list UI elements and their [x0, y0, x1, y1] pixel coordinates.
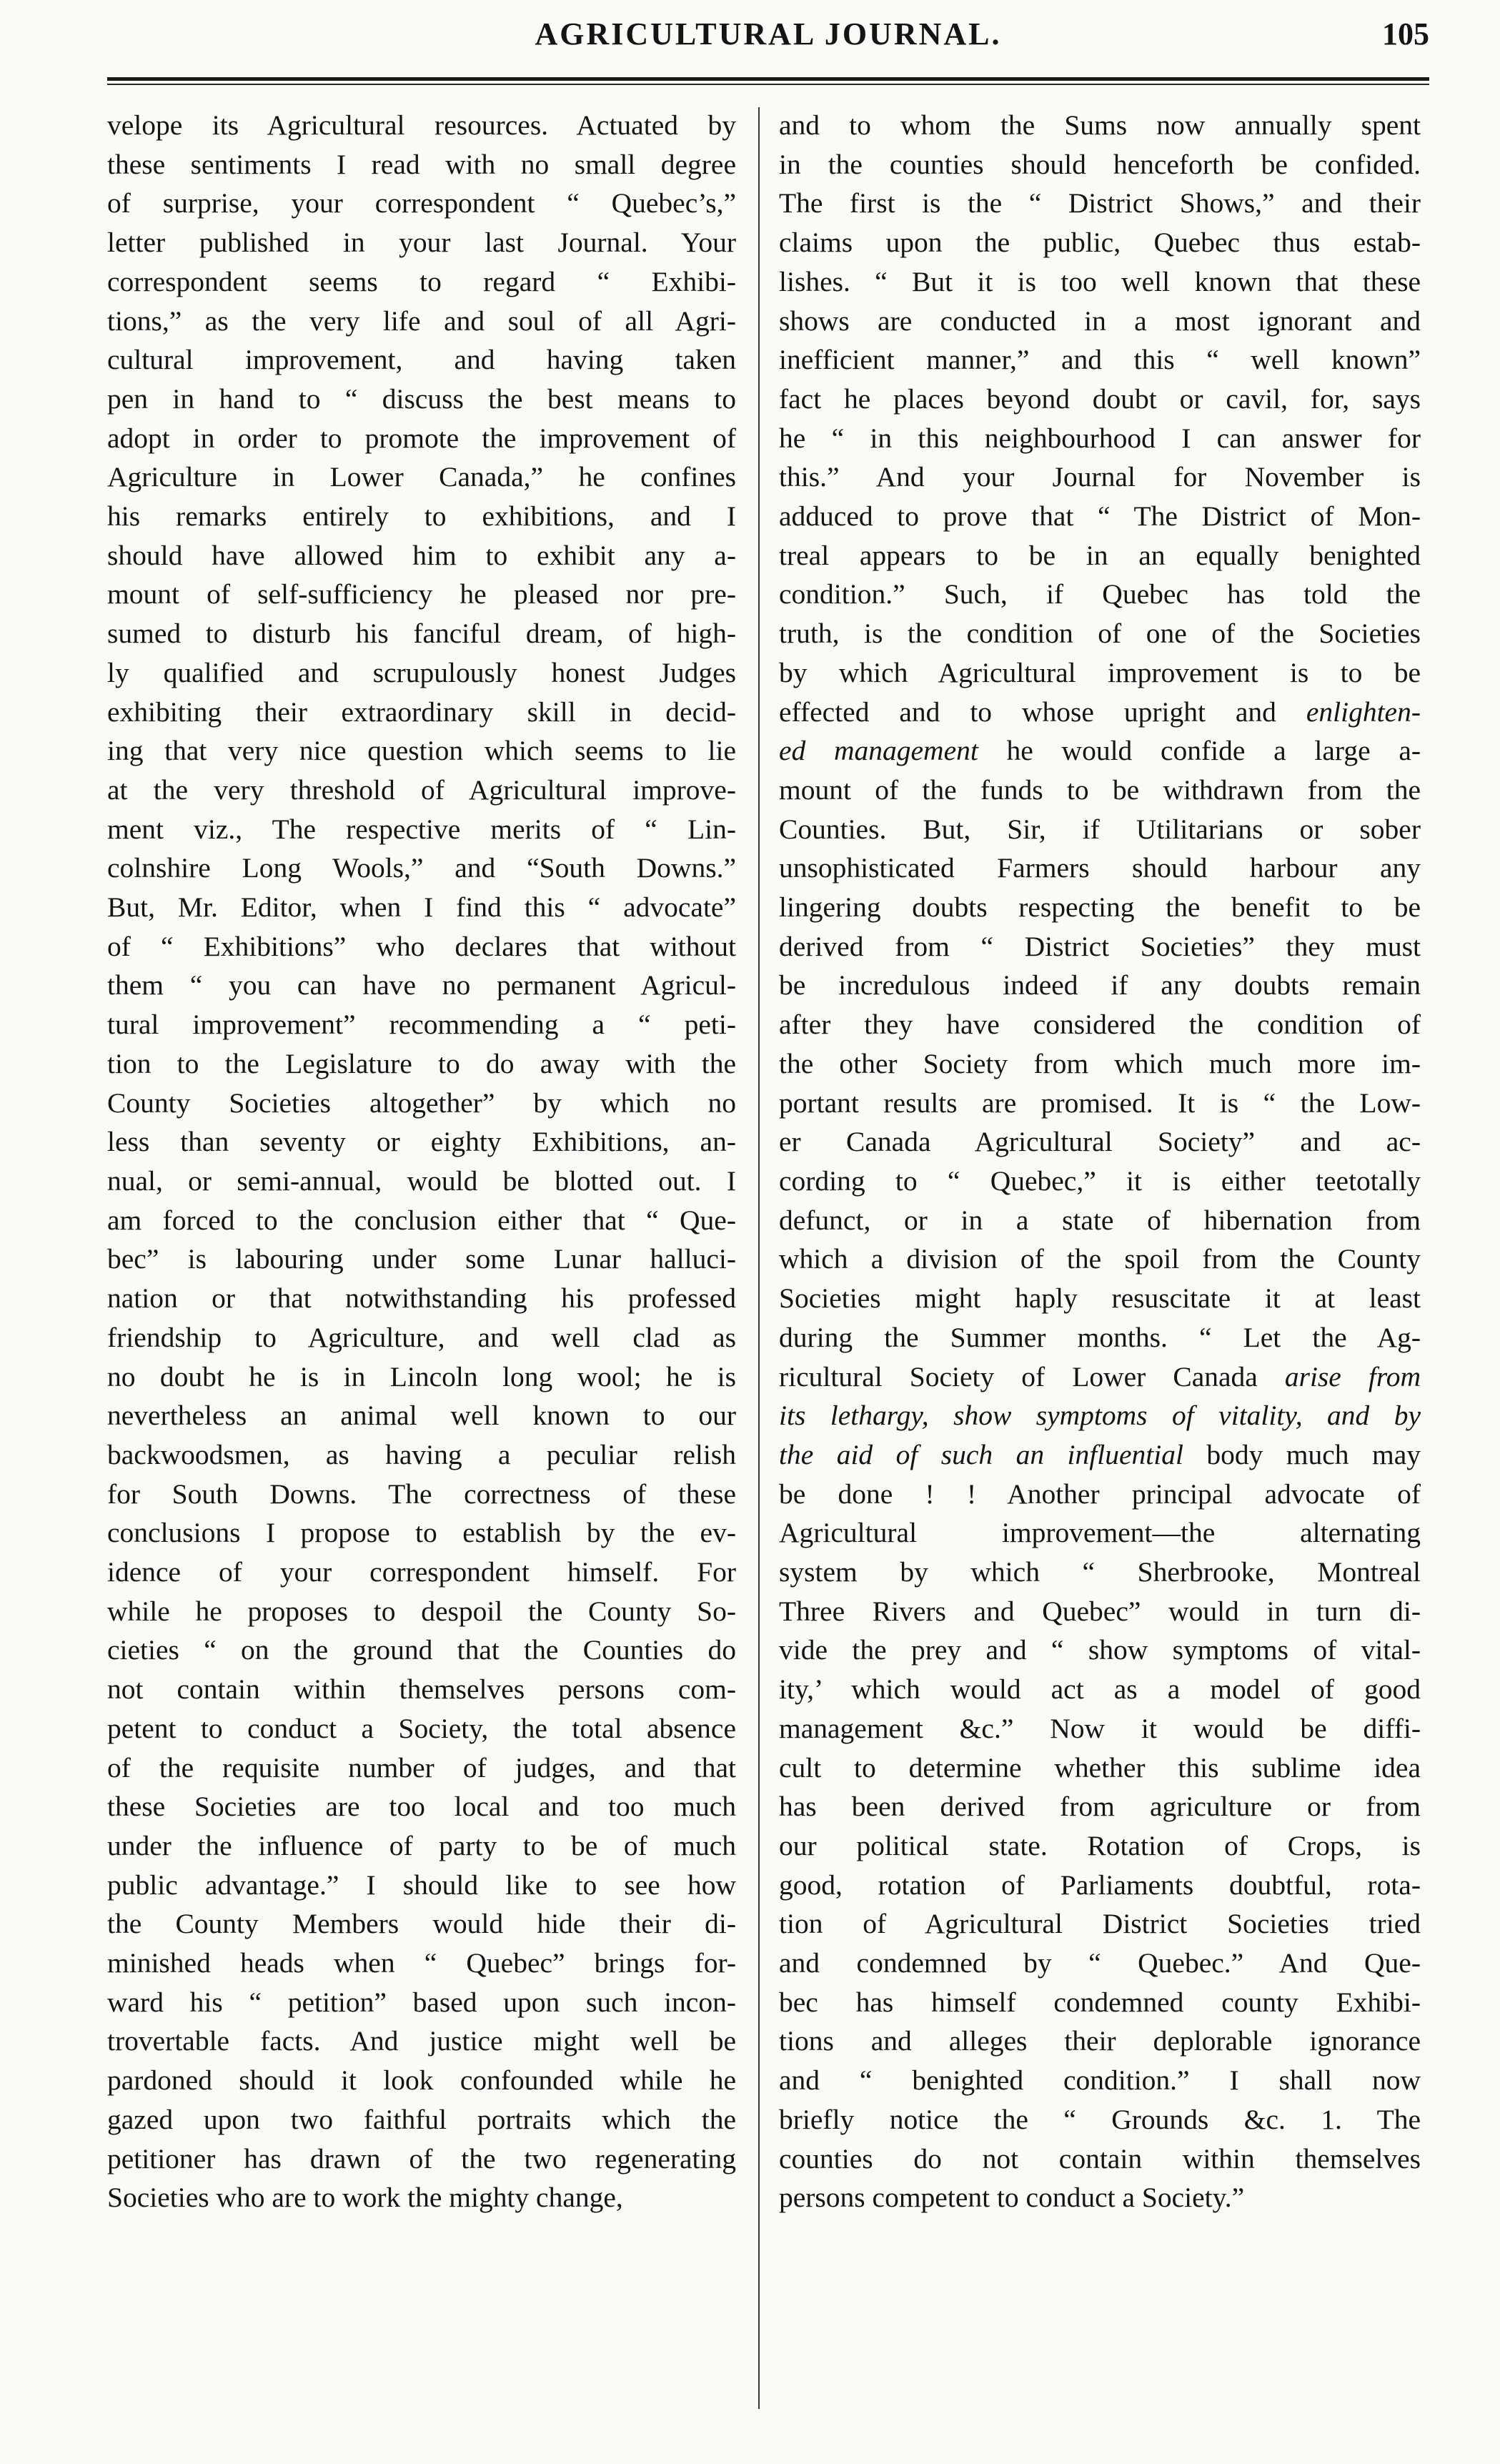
text-line: not contain within themselves persons com-: [107, 1673, 736, 1706]
text-line: briefly notice the “ Grounds &c. 1. The: [779, 2103, 1421, 2135]
text-line: which a division of the spoil from the County: [779, 1243, 1421, 1275]
running-head: AGRICULTURAL JOURNAL.: [535, 16, 1002, 51]
text-line: of “ Exhibitions” who declares that without: [107, 930, 736, 962]
text-line: tions and alleges their deplorable ignorance: [779, 2025, 1421, 2057]
text-line: he “ in this neighbourhood I can answer for: [779, 422, 1421, 454]
text-line: Three Rivers and Quebec” would in turn di-: [779, 1595, 1421, 1627]
text-line: lishes. “ But it is too well known that these: [779, 265, 1421, 297]
text-line: his remarks entirely to exhibitions, and I: [107, 500, 736, 533]
text-line: backwoodsmen, as having a peculiar relish: [107, 1438, 736, 1470]
text-line: am forced to the conclusion either that “ Que-: [107, 1204, 736, 1236]
text-line: its lethargy, show symptoms of vitality, and by: [779, 1400, 1421, 1432]
text-line: claims upon the public, Quebec thus estab-: [779, 227, 1421, 259]
text-line: no doubt he is in Lincoln long wool; he is: [107, 1360, 736, 1392]
text-line: vide the prey and “ show symptoms of vital-: [779, 1634, 1421, 1666]
text-line: ment viz., The respective merits of “ Lin-: [107, 813, 736, 845]
text-line: and “ benighted condition.” I shall now: [779, 2064, 1421, 2097]
text-line: shows are conducted in a most ignorant and: [779, 305, 1421, 337]
text-line: er Canada Agricultural Society” and ac-: [779, 1126, 1421, 1158]
text-line: ward his “ petition” based upon such incon-: [107, 1986, 736, 2018]
page-number: 105: [1382, 16, 1429, 51]
text-line: tural improvement” recommending a “ peti-: [107, 1009, 736, 1041]
text-line: mount of self-sufficiency he pleased nor pre-: [107, 578, 736, 610]
text-line: and condemned by “ Quebec.” And Que-: [779, 1947, 1421, 1979]
header-rule-thin: [107, 84, 1429, 85]
text-line: conclusions I propose to establish by the ev-: [107, 1517, 736, 1549]
text-line: mount of the funds to be withdrawn from the: [779, 773, 1421, 806]
text-line: management &c.” Now it would be diffi-: [779, 1712, 1421, 1744]
text-line: has been derived from agriculture or from: [779, 1791, 1421, 1823]
text-line: Counties. But, Sir, if Utilitarians or sober: [779, 813, 1421, 845]
text-line: velope its Agricultural resources. Actuated by: [107, 109, 736, 141]
text-line: tion of Agricultural District Societies tried: [779, 1908, 1421, 1940]
text-line: cultural improvement, and having taken: [107, 344, 736, 376]
text-line: be done ! ! Another principal advocate of: [779, 1478, 1421, 1510]
text-line: public advantage.” I should like to see how: [107, 1869, 736, 1901]
text-line: nation or that notwithstanding his professed: [107, 1282, 736, 1315]
text-line: condition.” Such, if Quebec has told the: [779, 578, 1421, 610]
text-line: portant results are promised. It is “ the Low-: [779, 1087, 1421, 1119]
text-line: the aid of such an influential body much may: [779, 1438, 1421, 1470]
text-line: County Societies altogether” by which no: [107, 1087, 736, 1119]
text-line: nual, or semi-annual, would be blotted out. I: [107, 1164, 736, 1197]
text-line: Societies who are to work the mighty change,: [107, 2182, 623, 2214]
text-line: system by which “ Sherbrooke, Montreal: [779, 1556, 1421, 1588]
text-line: these Societies are too local and too much: [107, 1791, 736, 1823]
text-line: adopt in order to promote the improvement of: [107, 422, 736, 454]
column-divider: [758, 107, 760, 2409]
text-line: by which Agricultural improvement is to be: [779, 656, 1421, 688]
text-line: The first is the “ District Shows,” and their: [779, 187, 1421, 219]
text-line: exhibiting their extraordinary skill in decid-: [107, 696, 736, 728]
header-rule-thick: [107, 77, 1429, 81]
text-line: inefficient manner,” and this “ well known”: [779, 344, 1421, 376]
text-line: truth, is the condition of one of the Societies: [779, 618, 1421, 650]
text-line: petitioner has drawn of the two regenerating: [107, 2142, 736, 2174]
text-line: tions,” as the very life and soul of all Agri-: [107, 305, 736, 337]
text-line: sumed to disturb his fanciful dream, of high-: [107, 618, 736, 650]
text-line: this.” And your Journal for November is: [779, 461, 1421, 493]
text-line: lingering doubts respecting the benefit to be: [779, 891, 1421, 924]
text-line: Societies might haply resuscitate it at least: [779, 1282, 1421, 1315]
text-line: in the counties should henceforth be confided.: [779, 148, 1421, 180]
text-line: be incredulous indeed if any doubts remain: [779, 969, 1421, 1001]
text-line: our political state. Rotation of Crops, is: [779, 1829, 1421, 1861]
text-line: idence of your correspondent himself. For: [107, 1556, 736, 1588]
text-line: persons competent to conduct a Society.”: [779, 2182, 1245, 2214]
text-line: during the Summer months. “ Let the Ag-: [779, 1321, 1421, 1353]
right-column: [779, 106, 1421, 2217]
text-line: letter published in your last Journal. Your: [107, 227, 736, 259]
text-line: adduced to prove that “ The District of Mon-: [779, 500, 1421, 533]
text-line: after they have considered the condition of: [779, 1009, 1421, 1041]
text-line: good, rotation of Parliaments doubtful, rota-: [779, 1869, 1421, 1901]
text-line: these sentiments I read with no small degree: [107, 148, 736, 180]
text-line: of surprise, your correspondent “ Quebec’s,”: [107, 187, 736, 219]
text-line: cieties “ on the ground that the Counties do: [107, 1634, 736, 1666]
text-line: unsophisticated Farmers should harbour any: [779, 852, 1421, 884]
left-column: [107, 106, 736, 2217]
text-line: petent to conduct a Society, the total absence: [107, 1712, 736, 1744]
text-line: colnshire Long Wools,” and “South Downs.”: [107, 852, 736, 884]
text-line: pardoned should it look confounded while he: [107, 2064, 736, 2097]
text-line: friendship to Agriculture, and well clad as: [107, 1321, 736, 1353]
text-line: should have allowed him to exhibit any a-: [107, 539, 736, 571]
text-line: ed management he would confide a large a-: [779, 735, 1421, 767]
text-line: them “ you can have no permanent Agricul-: [107, 969, 736, 1001]
text-line: bec” is labouring under some Lunar halluci-: [107, 1243, 736, 1275]
text-line: pen in hand to “ discuss the best means to: [107, 382, 736, 415]
text-line: less than seventy or eighty Exhibitions, an-: [107, 1126, 736, 1158]
text-line: derived from “ District Societies” they must: [779, 930, 1421, 962]
text-line: while he proposes to despoil the County So-: [107, 1595, 736, 1627]
text-line: the County Members would hide their di-: [107, 1908, 736, 1940]
text-line: ly qualified and scrupulously honest Judges: [107, 656, 736, 688]
text-line: correspondent seems to regard “ Exhibi-: [107, 265, 736, 297]
text-line: and to whom the Sums now annually spent: [779, 109, 1421, 141]
text-line: gazed upon two faithful portraits which the: [107, 2103, 736, 2135]
text-line: Agriculture in Lower Canada,” he confines: [107, 461, 736, 493]
page-header: [107, 11, 1429, 83]
text-line: cult to determine whether this sublime idea: [779, 1751, 1421, 1783]
text-line: at the very threshold of Agricultural improve-: [107, 773, 736, 806]
text-line: minished heads when “ Quebec” brings for-: [107, 1947, 736, 1979]
text-line: nevertheless an animal well known to our: [107, 1400, 736, 1432]
text-line: for South Downs. The correctness of these: [107, 1478, 736, 1510]
text-line: treal appears to be in an equally benighted: [779, 539, 1421, 571]
text-line: fact he places beyond doubt or cavil, for, says: [779, 382, 1421, 415]
text-line: tion to the Legislature to do away with the: [107, 1047, 736, 1079]
text-line: But, Mr. Editor, when I find this “ advocate”: [107, 891, 736, 924]
text-line: ing that very nice question which seems to lie: [107, 735, 736, 767]
text-line: of the requisite number of judges, and that: [107, 1751, 736, 1783]
text-line: under the influence of party to be of much: [107, 1829, 736, 1861]
text-line: counties do not contain within themselves: [779, 2142, 1421, 2174]
text-line: ity,’ which would act as a model of good: [779, 1673, 1421, 1706]
text-line: ricultural Society of Lower Canada arise from: [779, 1360, 1421, 1392]
text-line: trovertable facts. And justice might well be: [107, 2025, 736, 2057]
text-line: effected and to whose upright and enlighten-: [779, 696, 1421, 728]
text-line: cording to “ Quebec,” it is either teetotally: [779, 1164, 1421, 1197]
text-line: Agricultural improvement—the alternating: [779, 1517, 1421, 1549]
text-line: the other Society from which much more im-: [779, 1047, 1421, 1079]
text-line: bec has himself condemned county Exhibi-: [779, 1986, 1421, 2018]
text-line: defunct, or in a state of hibernation from: [779, 1204, 1421, 1236]
